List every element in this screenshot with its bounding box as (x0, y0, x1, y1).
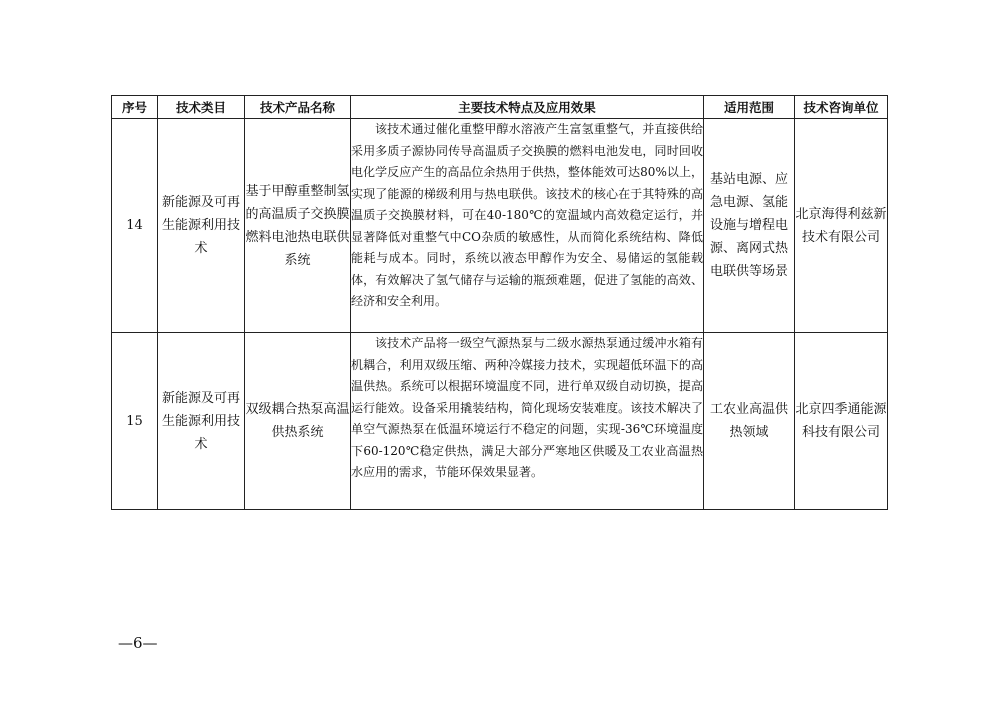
table-header-row (112, 96, 888, 119)
header-scope: 适用范围 (704, 96, 795, 119)
header-unit: 技术咨询单位 (795, 96, 888, 119)
row-no: 15 (112, 333, 158, 510)
row-category: 新能源及可再生能源利用技术 (158, 119, 245, 333)
header-no: 序号 (112, 96, 158, 119)
row-unit: 北京四季通能源科技有限公司 (795, 333, 888, 510)
row-no: 14 (112, 119, 158, 333)
header-features: 主要技术特点及应用效果 (351, 96, 704, 119)
table-row (112, 333, 888, 510)
row-product: 双级耦合热泵高温供热系统 (245, 333, 351, 510)
row-features: 该技术产品将一级空气源热泵与二级水源热泵通过缓冲水箱有机耦合，利用双级压缩、两种冷媒接力技术，实现超低环温下的高温供热。系统可以根据环境温度不同，进行单双级自动切换，提高运行能效。设备采用撬装结构，简化现场安装难度。该技术解决了单空气源热泵在低温环境运行不稳定的问题，实现-36℃环境温度下60-120℃稳定供热，满足大部分严寒地区供暖及工农业高温热水应用的需求，节能环保效果显著。 (351, 333, 704, 510)
table-row (112, 119, 888, 333)
row-category: 新能源及可再生能源利用技术 (158, 333, 245, 510)
header-product: 技术产品名称 (245, 96, 351, 119)
row-scope: 工农业高温供热领域 (704, 333, 795, 510)
row-scope: 基站电源、应急电源、氢能设施与增程电源、离网式热电联供等场景 (704, 119, 795, 333)
row-product: 基于甲醇重整制氢的高温质子交换膜燃料电池热电联供系统 (245, 119, 351, 333)
header-category: 技术类目 (158, 96, 245, 119)
row-features: 该技术通过催化重整甲醇水溶液产生富氢重整气，并直接供给采用多质子源协同传导高温质子交换膜的燃料电池发电，同时回收电化学反应产生的高品位余热用于供热，整体能效可达80%以上，实现了能源的梯级利用与热电联供。该技术的核心在于其特殊的高温质子交换膜材料，可在40-180℃的宽温域内高效稳定运行，并显著降低对重整气中CO杂质的敏感性，从而简化系统结构、降低能耗与成本。同时，系统以液态甲醇作为安全、易储运的氢能载体，有效解决了氢气储存与运输的瓶颈难题，促进了氢能的高效、经济和安全利用。 (351, 119, 704, 333)
row-unit: 北京海得利兹新技术有限公司 (795, 119, 888, 333)
page-number: —6— (118, 634, 158, 652)
technology-table (111, 95, 888, 510)
